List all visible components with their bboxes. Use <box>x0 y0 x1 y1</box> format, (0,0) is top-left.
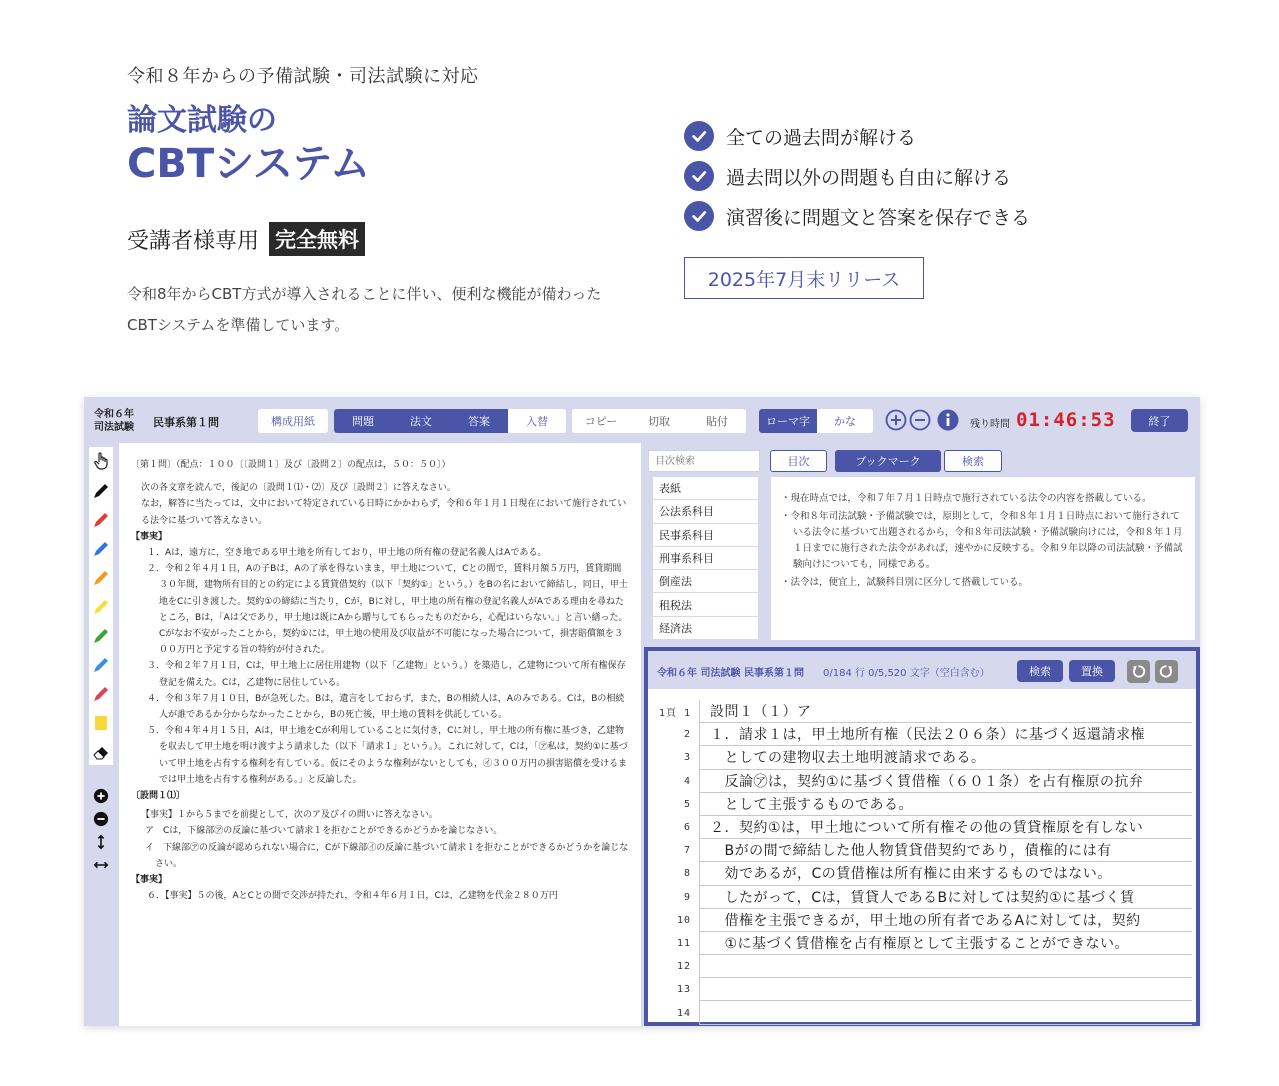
answer-lines[interactable] <box>648 700 1196 1025</box>
question-intro: 次の各文章を読んで，後記の〔設問１⑴・⑵〕及び〔設問２〕に答えなさい。 <box>141 483 456 494</box>
notice-item: ・現在時点では，令和７年７月１日時点で施行されている法令の内容を搭載している。 <box>781 493 1152 504</box>
fact-item: ２．令和２年４月１日，Aの子Bは，Aの了承を得ないまま，甲土地について，Cとの間で，賃料月額５万円，賃貸期間３０年間，建物所有目的との約定による賃貸借契約（以下「契約①」という。）をBの名において締結し，同日，甲土地をCに引き渡した。契約①の締結に当たり，Cが，Bに対し，甲土地の所有権の登記名義人がAである理由を尋ねたところ，Bは，「Aは父であり，甲土地は既にAから贈与してもらったものだから，心配はいらない。」と言い繕った。Cがなお不安がったことから，契約①には，甲土地の使用及び収益が不可能になった場合について，損害賠償額を３００万円と予定する旨の特約が付された。 <box>147 564 628 656</box>
input-mode-group <box>759 409 873 433</box>
law-search-button[interactable]: 検索 <box>944 450 1002 472</box>
yellow-marker-icon[interactable] <box>89 595 113 619</box>
exam-label <box>94 408 134 434</box>
answer-line[interactable] <box>648 978 1196 1001</box>
line-text[interactable]: １．請求１は，甲土地所有権（民法２０６条）に基づく返還請求権 <box>699 723 1192 746</box>
line-number: 12 <box>676 961 691 973</box>
draft-group <box>258 409 328 433</box>
green-marker-icon[interactable] <box>89 624 113 648</box>
hand-pointer-icon[interactable] <box>89 449 113 473</box>
redo-icon[interactable] <box>1155 660 1178 683</box>
line-number: 1頁 1 <box>658 708 691 720</box>
line-text[interactable]: したがって，Cは，賃貸人であるBに対しては契約①に基づく賃 <box>699 886 1192 909</box>
answer-line[interactable] <box>648 746 1196 769</box>
check-icon <box>684 161 714 191</box>
free-badge: 完全無料 <box>269 222 365 256</box>
answer-line[interactable] <box>648 839 1196 862</box>
question-note: なお，解答に当たっては，文中において特定されている日時にかかわらず，令和６年１月１日現在において施行されている法令に基づいて答えなさい。 <box>141 499 627 526</box>
feature-item <box>684 196 1030 236</box>
drawing-tools <box>84 443 119 1026</box>
app-toolbar <box>84 397 1200 443</box>
view-tab-group <box>334 409 566 433</box>
check-icon <box>684 201 714 231</box>
line-text[interactable]: Bがの間で締結した他人物賃貸借契約であり，債権的には有 <box>699 839 1192 862</box>
check-icon <box>684 121 714 151</box>
eraser-icon[interactable] <box>89 740 113 764</box>
toc-button[interactable]: 目次 <box>770 450 827 472</box>
fact-item: ５．令和４年４月１５日，Aは，甲土地をCが利用していることに気付き，Cに対し，甲土地の所有権に基づき，乙建物を収去して甲土地を明け渡すよう請求した（以下「請求１」という。）。これに対して，Cは，「㋐私は，契約①に基づいて甲土地を占有する権利を有している。仮にそのような権利がないとしても，㋑３００万円の損害賠償を受けるまでは甲土地を占有する権利がある。」と反論した。 <box>147 726 628 785</box>
hero-title-line2: CBTシステム <box>127 140 371 187</box>
end-button[interactable]: 終了 <box>1131 409 1188 432</box>
character-count: 0/184 行 0/5,520 文字（空白含む） <box>823 668 990 679</box>
line-number: 6 <box>683 822 691 834</box>
info-icon[interactable] <box>937 409 959 431</box>
line-text[interactable]: ２．契約①は，甲土地について所有権その他の賃貸権原を有しない <box>699 816 1192 839</box>
edit-group <box>572 409 746 433</box>
question-heading: 〔第１問〕（配点：１００〔〔設問１〕及び〔設問２〕の配点は，５０：５０〕） <box>131 460 451 470</box>
answer-line[interactable] <box>648 723 1196 746</box>
answer-line[interactable] <box>648 1001 1196 1024</box>
feature-text: 全ての過去問が解ける <box>726 126 917 149</box>
answer-editor <box>644 647 1200 1026</box>
countdown-timer: 01:46:53 <box>1016 409 1116 431</box>
romaji-mode[interactable]: ローマ字 <box>759 409 817 433</box>
undo-icon[interactable] <box>1127 660 1150 683</box>
fact-item: ６．【事実】５の後，AとCとの間で交渉が持たれ，令和４年６月１日，Cは，乙建物を代金２８０万円 <box>147 891 558 902</box>
sub-question-item: イ 下線部㋐の反論が認められない場合に，Cが下線部㋑の反論に基づいて請求１を拒むことができるかどうかを論じなさい。 <box>145 842 629 869</box>
line-text[interactable]: ①に基づく賃借権を占有権原として主張することができない。 <box>699 932 1192 955</box>
line-number: 3 <box>683 752 691 764</box>
line-number: 11 <box>676 937 691 949</box>
horizontal-resize-icon[interactable] <box>90 855 112 875</box>
answer-line[interactable] <box>648 932 1196 955</box>
toc-item[interactable]: 租税法 <box>653 593 758 616</box>
line-text[interactable] <box>699 978 1192 1001</box>
notice-item: ・法令は，便宜上，試験科目別に区分して搭載している。 <box>781 577 1029 588</box>
fact-heading-2: 【事実】 <box>131 875 168 886</box>
editor-header <box>648 651 1196 689</box>
feature-text: 過去問以外の問題も自由に解ける <box>726 166 1012 189</box>
shrink-icon[interactable] <box>90 809 112 829</box>
release-badge: 2025年7月末リリース <box>684 257 924 299</box>
red-pen-icon[interactable] <box>89 508 113 532</box>
sticky-note-icon[interactable] <box>89 711 113 735</box>
swap-button[interactable]: 入替 <box>508 409 566 433</box>
toc-item[interactable]: 経済法 <box>653 617 758 640</box>
feature-text: 演習後に問題文と答案を保存できる <box>726 206 1031 229</box>
editor-title: 令和６年 司法試験 民事系第１問 <box>657 668 804 679</box>
question-pane[interactable] <box>119 443 641 1026</box>
target-audience <box>127 222 365 256</box>
cut-button[interactable]: 切取 <box>630 409 688 433</box>
hero-title <box>127 104 370 187</box>
line-number: 4 <box>683 775 691 787</box>
target-label: 受講者様専用 <box>127 228 260 254</box>
hero-kicker: 令和８年からの予備試験・司法試験に対応 <box>127 66 479 87</box>
line-number: 8 <box>683 868 691 880</box>
blue-pen-icon[interactable] <box>89 537 113 561</box>
hero-title-line1: 論文試験の <box>127 103 277 138</box>
line-number: 2 <box>683 729 691 741</box>
line-text[interactable]: 反論㋐は，契約①に基づく賃借権（６０１条）を占有権原の抗弁 <box>699 770 1192 793</box>
line-text[interactable]: としての建物収去土地明渡請求である。 <box>699 746 1192 769</box>
answer-line[interactable] <box>648 793 1196 816</box>
answer-line[interactable] <box>648 816 1196 839</box>
line-number: 14 <box>676 1007 691 1019</box>
light-blue-marker-icon[interactable] <box>89 653 113 677</box>
answer-line[interactable] <box>648 700 1196 723</box>
feature-item <box>684 156 1030 196</box>
line-text[interactable] <box>699 1001 1192 1024</box>
orange-marker-icon[interactable] <box>89 566 113 590</box>
copy-button[interactable]: コピー <box>572 409 630 433</box>
line-text[interactable]: 効であるが，Cの賃借権は所有権に由来するものではない。 <box>699 862 1192 885</box>
line-number: 7 <box>683 845 691 857</box>
toc-item[interactable]: 民事系科目 <box>653 524 758 547</box>
line-text[interactable]: として主張するものである。 <box>699 793 1192 816</box>
toc-search-input[interactable] <box>648 450 760 472</box>
answer-line[interactable] <box>648 770 1196 793</box>
pink-marker-icon[interactable] <box>89 682 113 706</box>
toc-item[interactable]: 表紙 <box>653 477 758 500</box>
enlarge-icon[interactable] <box>90 786 112 806</box>
subject-label: 民事系第１問 <box>153 416 219 429</box>
fact-item: １．Aは，遠方に，空き地である甲土地を所有しており，甲土地の所有権の登記名義人はAである。 <box>147 548 547 559</box>
sub-question-heading: 〔設問１⑴〕 <box>131 791 186 802</box>
sub-question-item: ア Cは，下線部㋐の反論に基づいて請求１を拒むことができるかどうかを論じなさい。 <box>145 826 503 837</box>
tab-law[interactable]: 法文 <box>392 409 450 433</box>
fact-item: ４．令和３年７月１０日，Bが急死した。Bは，遺言をしておらず，また，Bの相続人は，Aのみである。Cは，Bの相続人が誰であるか分からなかったことから，Bの死亡後，甲土地の賃料を供託している。 <box>147 693 625 721</box>
tab-question[interactable]: 問題 <box>334 409 392 433</box>
zoom-in-icon[interactable] <box>885 409 907 431</box>
law-reference-panel <box>644 443 1200 647</box>
toc-list <box>653 477 758 640</box>
black-pen-icon[interactable] <box>89 479 113 503</box>
paste-button[interactable]: 貼付 <box>688 409 746 433</box>
remaining-time-label: 残り時間 <box>970 419 1010 430</box>
fact-item: ３．令和２年７月１日，Cは，甲土地上に居住用建物（以下「乙建物」という。）を築造し，乙建物について所有権保存登記を備えた。Cは，乙建物に居住している。 <box>147 661 626 688</box>
answer-line[interactable] <box>648 886 1196 909</box>
line-number: 9 <box>683 891 691 903</box>
feature-list <box>684 116 1030 236</box>
editor-replace-button[interactable]: 置換 <box>1069 660 1115 682</box>
fact-heading: 【事実】 <box>131 531 168 542</box>
line-text[interactable] <box>699 955 1192 978</box>
answer-line[interactable] <box>648 909 1196 932</box>
law-notice <box>771 477 1195 640</box>
hero-description: 令和8年からCBT方式が導入されることに伴い、便利な機能が備わったCBTシステムを準備しています。 <box>127 285 602 334</box>
toc-item[interactable]: 公法系科目 <box>653 500 758 523</box>
zoom-out-icon[interactable] <box>909 409 931 431</box>
sub-question-intro: 【事実】１から５までを前提として，次のア及びイの問いに答えなさい。 <box>141 810 438 821</box>
line-number: 13 <box>676 984 691 996</box>
feature-item <box>684 116 1030 156</box>
tab-draft-paper[interactable]: 構成用紙 <box>258 409 328 433</box>
exam-label-type: 司法試験 <box>94 422 134 433</box>
toc-item[interactable]: 刑事系科目 <box>653 547 758 570</box>
exam-label-year: 令和６年 <box>94 409 134 420</box>
answer-line[interactable] <box>648 862 1196 885</box>
line-number: 5 <box>683 798 691 810</box>
toc-item[interactable]: 倒産法 <box>653 570 758 593</box>
tool-panel <box>89 447 113 765</box>
vertical-resize-icon[interactable] <box>90 832 112 852</box>
tab-answer[interactable]: 答案 <box>450 409 508 433</box>
line-text[interactable]: 借権を主張できるが，甲土地の所有者であるAに対しては，契約 <box>699 909 1192 932</box>
answer-line[interactable] <box>648 955 1196 978</box>
cbt-app-window <box>84 397 1200 1026</box>
line-text[interactable]: 設問１（１）ア <box>699 700 1192 723</box>
bookmark-button[interactable]: ブックマーク <box>835 450 941 472</box>
line-number: 10 <box>676 914 691 926</box>
editor-search-button[interactable]: 検索 <box>1017 660 1063 682</box>
notice-item: ・令和８年司法試験・予備試験では，原則として，令和８年１月１日時点において施行されている法令に基づいて出題されるから，令和８年司法試験・予備試験向けには，令和８年１月１日までに施行された法令があれば，速やかに反映する。令和９年以降の司法試験・予備試験向けについても，同様である。 <box>781 511 1183 570</box>
kana-mode[interactable]: かな <box>817 409 873 433</box>
